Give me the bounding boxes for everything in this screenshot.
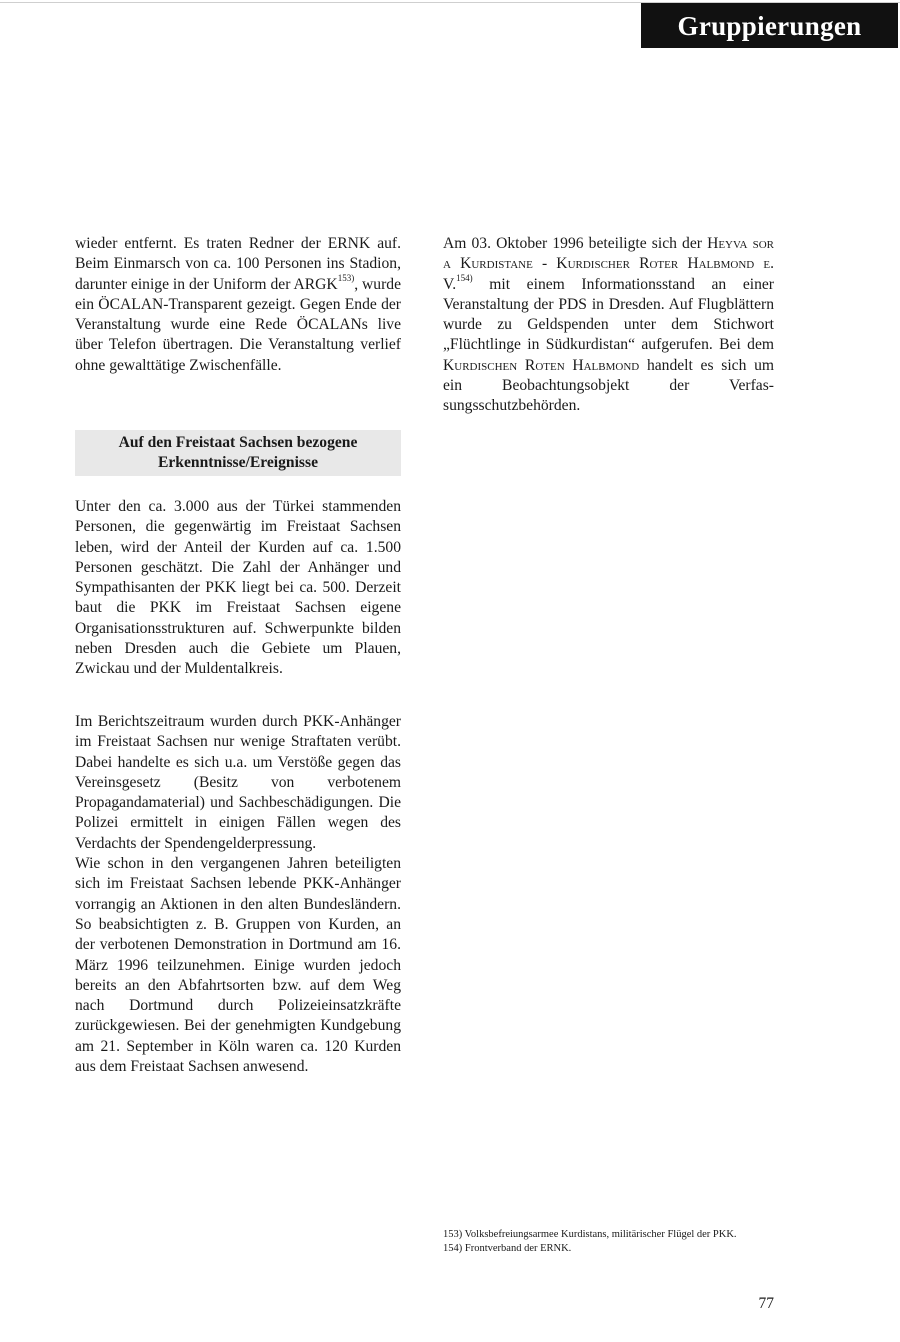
left-column-top-paragraph <box>75 234 401 376</box>
footnote-ref-153: 153) <box>337 273 355 284</box>
paragraph-text-end: handelt es sich um ein Beobachtungsobjekt der Verfassungsschutzbehörden. <box>443 356 775 415</box>
organization-name: Heyva sor a Kurdistane - Kurdischer Roter Halbmond e. V. <box>443 235 774 293</box>
paragraph: Unter den ca. 3.000 aus der Türkei stammenden Personen, die gegenwärtig im Freistaat Sachsen leben, wird der Anteil der Kurden auf ca. 1.500 Personen geschätzt. Die Zahl der Anhänger und Sympathisanten der PKK liegt bei ca. 500. Derzeit baut die PKK im Freistaat Sachsen eigene Organisationsstrukturen auf. Schwerpunkte bilden neben Dresden auch die Gebiete um Plauen, Zwickau und der Muldentalkreis. <box>75 498 401 678</box>
paragraph <box>75 234 401 376</box>
paragraph: Wie schon in den vergangenen Jahren beteiligten sich im Freistaat Sachsen lebende PKK-Anhänger vorrangig an Aktionen in den alten Bundesländern. So beabsichtigten z. B. Gruppen von Kurden, an der verbotenen Demonstration in Dortmund am 16. März 1996 teilzunehmen. Einige wurden jedoch bereits an den Abfahrtsorten bzw. auf dem Weg nach Dortmund durch Polizeieinsatzkräfte zurückgewiesen. Bei der genehmigten Kundgebung am 21. September in Köln waren ca. 120 Kurden aus dem Freistaat Sachsen anwesend. <box>75 855 401 1076</box>
paragraph-text-continued: mit einem Informationsstand an einer Veranstaltung der PDS in Dresden. Auf Flugblättern wurde zu Geldspenden unter dem Stichwort „Flüchtlinge in Südkurdistan“ aufgerufen. Bei dem <box>443 275 774 354</box>
left-column-lower-paragraphs <box>75 712 401 1077</box>
section-header <box>641 3 898 48</box>
section-heading-box <box>75 430 401 476</box>
right-column-paragraph <box>443 234 774 417</box>
paragraph <box>443 234 774 417</box>
footnote-154: 154) Frontverband der ERNK. <box>443 1243 572 1254</box>
section-title: Gruppierungen <box>677 11 862 41</box>
paragraph-text: Am 03. Oktober 1996 beteiligte sich der <box>443 235 708 252</box>
paragraph: Im Berichtszeitraum wurden durch PKK-Anhänger im Freistaat Sachsen nur wenige Straftaten verübt. Dabei handelte es sich u.a. um Verstöße gegen das Vereinsgesetz (Besitz von verbotenem Propagandamaterial) und Sachbeschädigungen. Die Polizei ermittelt in einigen Fällen wegen des Verdachts der Spendengelderpressung. <box>75 713 401 852</box>
footnote-ref-154: 154) <box>456 273 473 284</box>
section-heading-line2: Erkenntnisse/Ereignisse <box>157 454 318 471</box>
organization-short-name: Kurdischen Roten Halbmond <box>443 356 640 374</box>
section-heading-line1: Auf den Freistaat Sachsen bezogene <box>118 434 358 451</box>
paragraph-text: wieder entfernt. Es traten Redner der ERNK auf. Beim Einmarsch von ca. 100 Personen ins Stadion, darunter einige in der Uniform der ARGK <box>75 235 401 293</box>
page-number: 77 <box>758 1295 774 1312</box>
paragraph-text-continued: , wurde ein ÖCALAN-Transparent gezeigt. Gegen Ende der Veranstaltung wurde eine Rede ÖCALANs live über Telefon übertragen. Die Veranstaltung verlief ohne gewalttätige Zwischenfälle. <box>75 275 401 374</box>
left-column-middle-paragraph <box>75 497 401 680</box>
footnotes <box>443 1228 783 1256</box>
footnote-153: 153) Volksbefreiungsarmee Kurdistans, militärischer Flügel der PKK. <box>443 1229 737 1240</box>
